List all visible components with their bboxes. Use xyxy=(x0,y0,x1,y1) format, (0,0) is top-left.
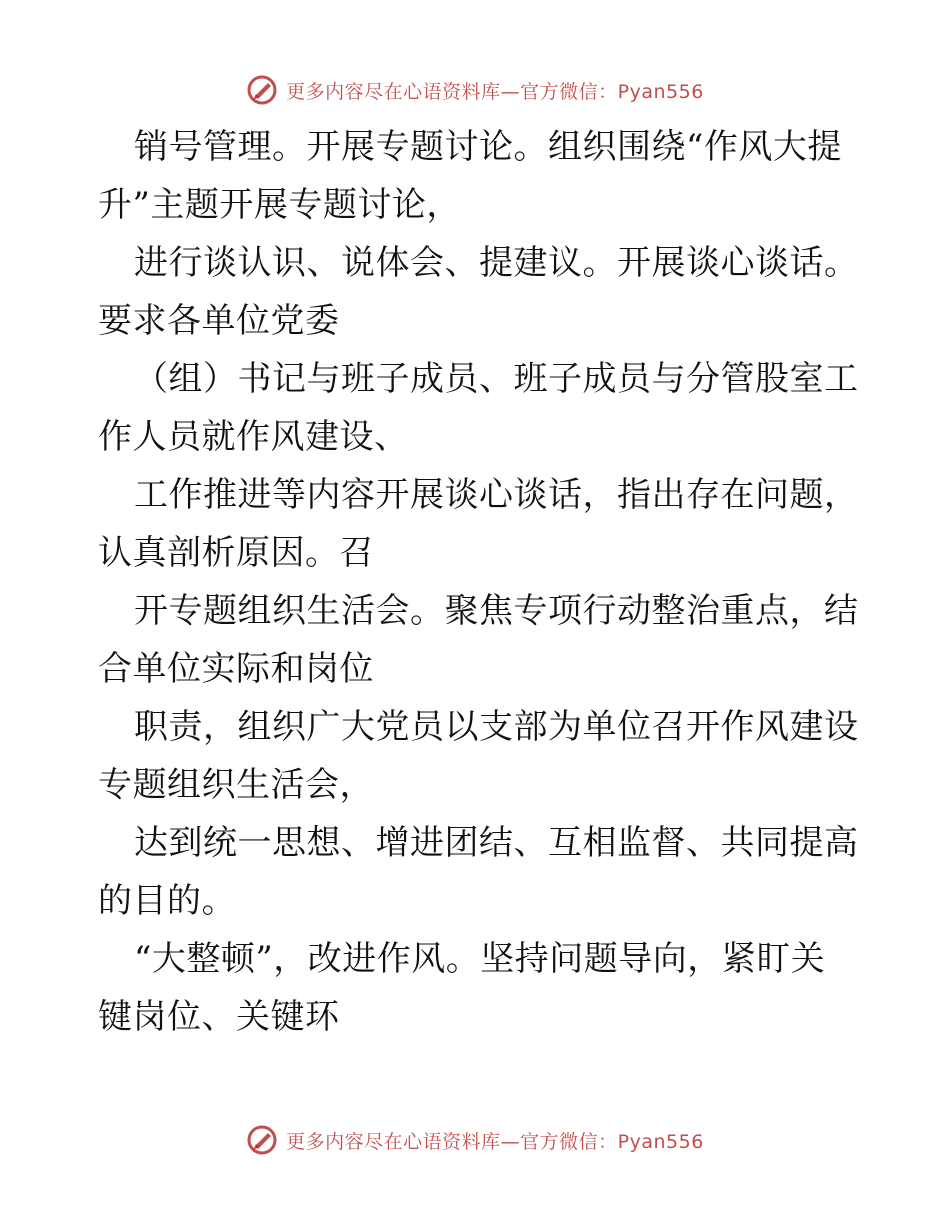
text-line: 开专题组织生活会。聚焦专项行动整治重点，结 xyxy=(134,591,859,631)
footer-watermark xyxy=(0,1122,950,1158)
text-line: 认真剖析原因。召 xyxy=(98,533,374,573)
text-line: 进行谈认识、说体会、提建议。开展谈心谈话。 xyxy=(134,243,859,283)
header-banner-text: 更多内容尽在心语资料库—官方微信：Pyan556 xyxy=(286,80,704,103)
header-watermark xyxy=(0,72,950,108)
text-line: 达到统一思想、增进团结、互相监督、共同提高 xyxy=(134,823,859,863)
text-line: 合单位实际和岗位 xyxy=(98,649,374,689)
text-line: 要求各单位党委 xyxy=(98,301,340,341)
text-line: 的目的。 xyxy=(98,881,236,921)
brand-logo-icon xyxy=(246,1124,278,1156)
text-line: “大整顿”，改进作风。坚持问题导向，紧盯关 xyxy=(134,939,826,979)
text-line: 升”主题开展专题讨论， xyxy=(98,185,461,225)
footer-banner-text: 更多内容尽在心语资料库—官方微信：Pyan556 xyxy=(286,1130,704,1153)
text-line: 专题组织生活会， xyxy=(98,765,374,805)
text-line: 职责，组织广大党员以支部为单位召开作风建设 xyxy=(134,707,859,747)
text-line: 作人员就作风建设、 xyxy=(98,417,409,457)
text-line: 键岗位、关键环 xyxy=(98,997,340,1037)
text-line: 销号管理。开展专题讨论。组织围绕“作风大提 xyxy=(134,127,842,167)
brand-logo-icon xyxy=(246,74,278,106)
text-line: 工作推进等内容开展谈心谈话，指出存在问题， xyxy=(134,475,859,515)
text-line: （组）书记与班子成员、班子成员与分管股室工 xyxy=(134,359,859,399)
body-text xyxy=(98,118,858,1046)
